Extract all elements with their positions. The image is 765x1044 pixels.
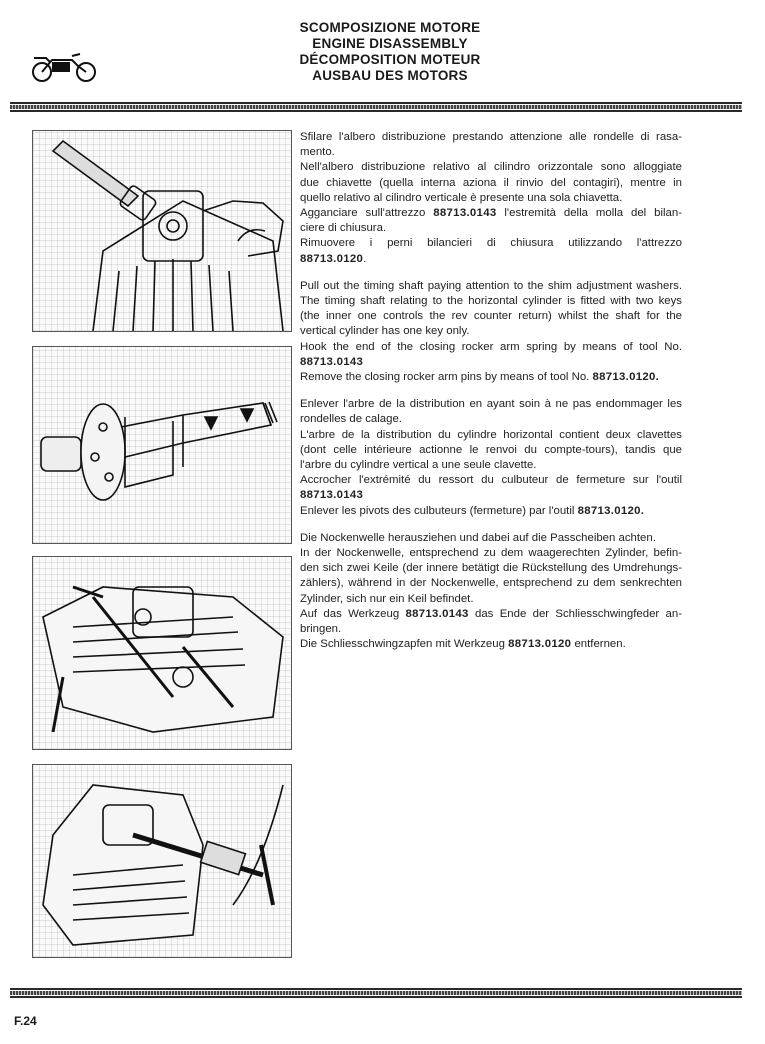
instructions-fr xyxy=(300,397,682,519)
text-line: zählers), während in der Nockenwelle, entsprechend zu dem senkrechten xyxy=(300,577,682,590)
text-line: Enlever les pivots des culbuteurs (fermeture) par l'outil 88713.0120. xyxy=(300,504,645,517)
text-line: Die Schliesschwingzapfen mit Werkzeug 88713.0120 entfernen. xyxy=(300,638,626,651)
text-line: l'arbre du cylindre vertical a une seule clavette. xyxy=(300,459,537,472)
figure-4 xyxy=(32,764,292,958)
text-line xyxy=(300,488,682,503)
text-line: Pull out the timing shaft paying attention to the shim adjustment washers. xyxy=(300,279,682,292)
instructions-it xyxy=(300,130,682,267)
figure-3 xyxy=(32,556,292,750)
tool-number: 88713.0143 xyxy=(300,489,364,502)
instructions-de xyxy=(300,531,682,653)
text-line: due chiavette (quella interna aziona il rinvio del contagiri), mentre in xyxy=(300,176,682,189)
text-line: vertical cylinder has one key only. xyxy=(300,325,470,338)
text-line: Die Nockenwelle herausziehen und dabei auf die Passcheiben achten. xyxy=(300,531,656,544)
title-de: AUSBAU DES MOTORS xyxy=(312,68,468,83)
rocker-pin-tool-illustration xyxy=(33,557,291,749)
figure-2 xyxy=(32,346,292,544)
text-line: In der Nockenwelle, entsprechend zu dem waagerechten Zylinder, befin- xyxy=(300,547,682,560)
tool-number: 88713.0143 xyxy=(433,207,497,220)
text-line: Auf das Werkzeug 88713.0143 das Ende der Schliesschwingfeder an- xyxy=(300,607,683,620)
title-en: ENGINE DISASSEMBLY xyxy=(312,36,468,51)
page-number: F.24 xyxy=(14,1014,37,1028)
timing-shaft-illustration xyxy=(33,347,291,543)
wrench-on-cylinder-head-illustration xyxy=(33,131,291,331)
text-line: quello relativo al cilindro verticale è presente una sola chiavetta. xyxy=(300,191,623,204)
title-it: SCOMPOSIZIONE MOTORE xyxy=(299,20,481,35)
text-line: bringen. xyxy=(300,623,342,636)
instructions-en xyxy=(300,279,682,385)
page-title-block xyxy=(230,20,550,84)
text-line: (dont celle intérieure actionne le renvoi du compte-tours), tandis que xyxy=(300,443,682,456)
title-fr: DÉCOMPOSITION MOTEUR xyxy=(299,52,481,67)
text-line: Accrocher l'extrémité du ressort du culbuteur de fermeture sur l'outil xyxy=(300,474,682,487)
figure-1 xyxy=(32,130,292,332)
tool-number: 88713.0143 xyxy=(405,607,469,620)
tool-number: 88713.0120 xyxy=(508,638,572,651)
text-line: 88713.0120. xyxy=(300,252,367,265)
puller-tool-illustration xyxy=(33,765,291,957)
text-line: Rimuovere i perni bilancieri di chiusura utilizzando l'attrezzo xyxy=(300,237,682,250)
tool-number: 88713.0143 xyxy=(300,355,364,368)
text-line xyxy=(300,355,682,370)
text-line: The timing shaft relating to the horizontal cylinder is fitted with two keys xyxy=(300,295,682,308)
text-line: Hook the end of the closing rocker arm spring by means of tool No. xyxy=(300,340,682,353)
tool-number: 88713.0120. xyxy=(592,371,660,384)
tool-number: 88713.0120 xyxy=(300,252,364,265)
text-line: ciere di chiusura. xyxy=(300,222,387,235)
text-line: Nell'albero distribuzione relativo al cilindro orizzontale sono alloggiate xyxy=(300,161,682,174)
text-line: mento. xyxy=(300,146,335,159)
text-line: Remove the closing rocker arm pins by means of tool No. 88713.0120. xyxy=(300,371,660,384)
footer-divider xyxy=(10,988,742,998)
text-line: L'arbre de la distribution du cylindre horizontal contient deux clavettes xyxy=(300,428,682,441)
instructions-text xyxy=(300,130,682,665)
text-line: Enlever l'arbre de la distribution en ayant soin à ne pas endommager les xyxy=(300,398,682,411)
text-line: Agganciare sull'attrezzo 88713.0143 l'estremità della molla del bilan- xyxy=(300,207,683,220)
text-line: Sfilare l'albero distribuzione prestando attenzione alle rondelle di rasa- xyxy=(300,131,682,143)
header-divider xyxy=(10,102,742,112)
text-line: rondelles de calage. xyxy=(300,413,402,426)
tool-number: 88713.0120. xyxy=(577,504,645,517)
text-line: Zylinder, sich nur ein Keil befindet. xyxy=(300,592,474,605)
text-line: den sich zwei Keile (der innere betätigt die Rückstellung des Umdrehungs- xyxy=(300,562,682,575)
motorcycle-logo-icon xyxy=(28,48,100,84)
text-line: (the inner one controls the rev counter return) whilst the shaft for the xyxy=(300,310,682,323)
